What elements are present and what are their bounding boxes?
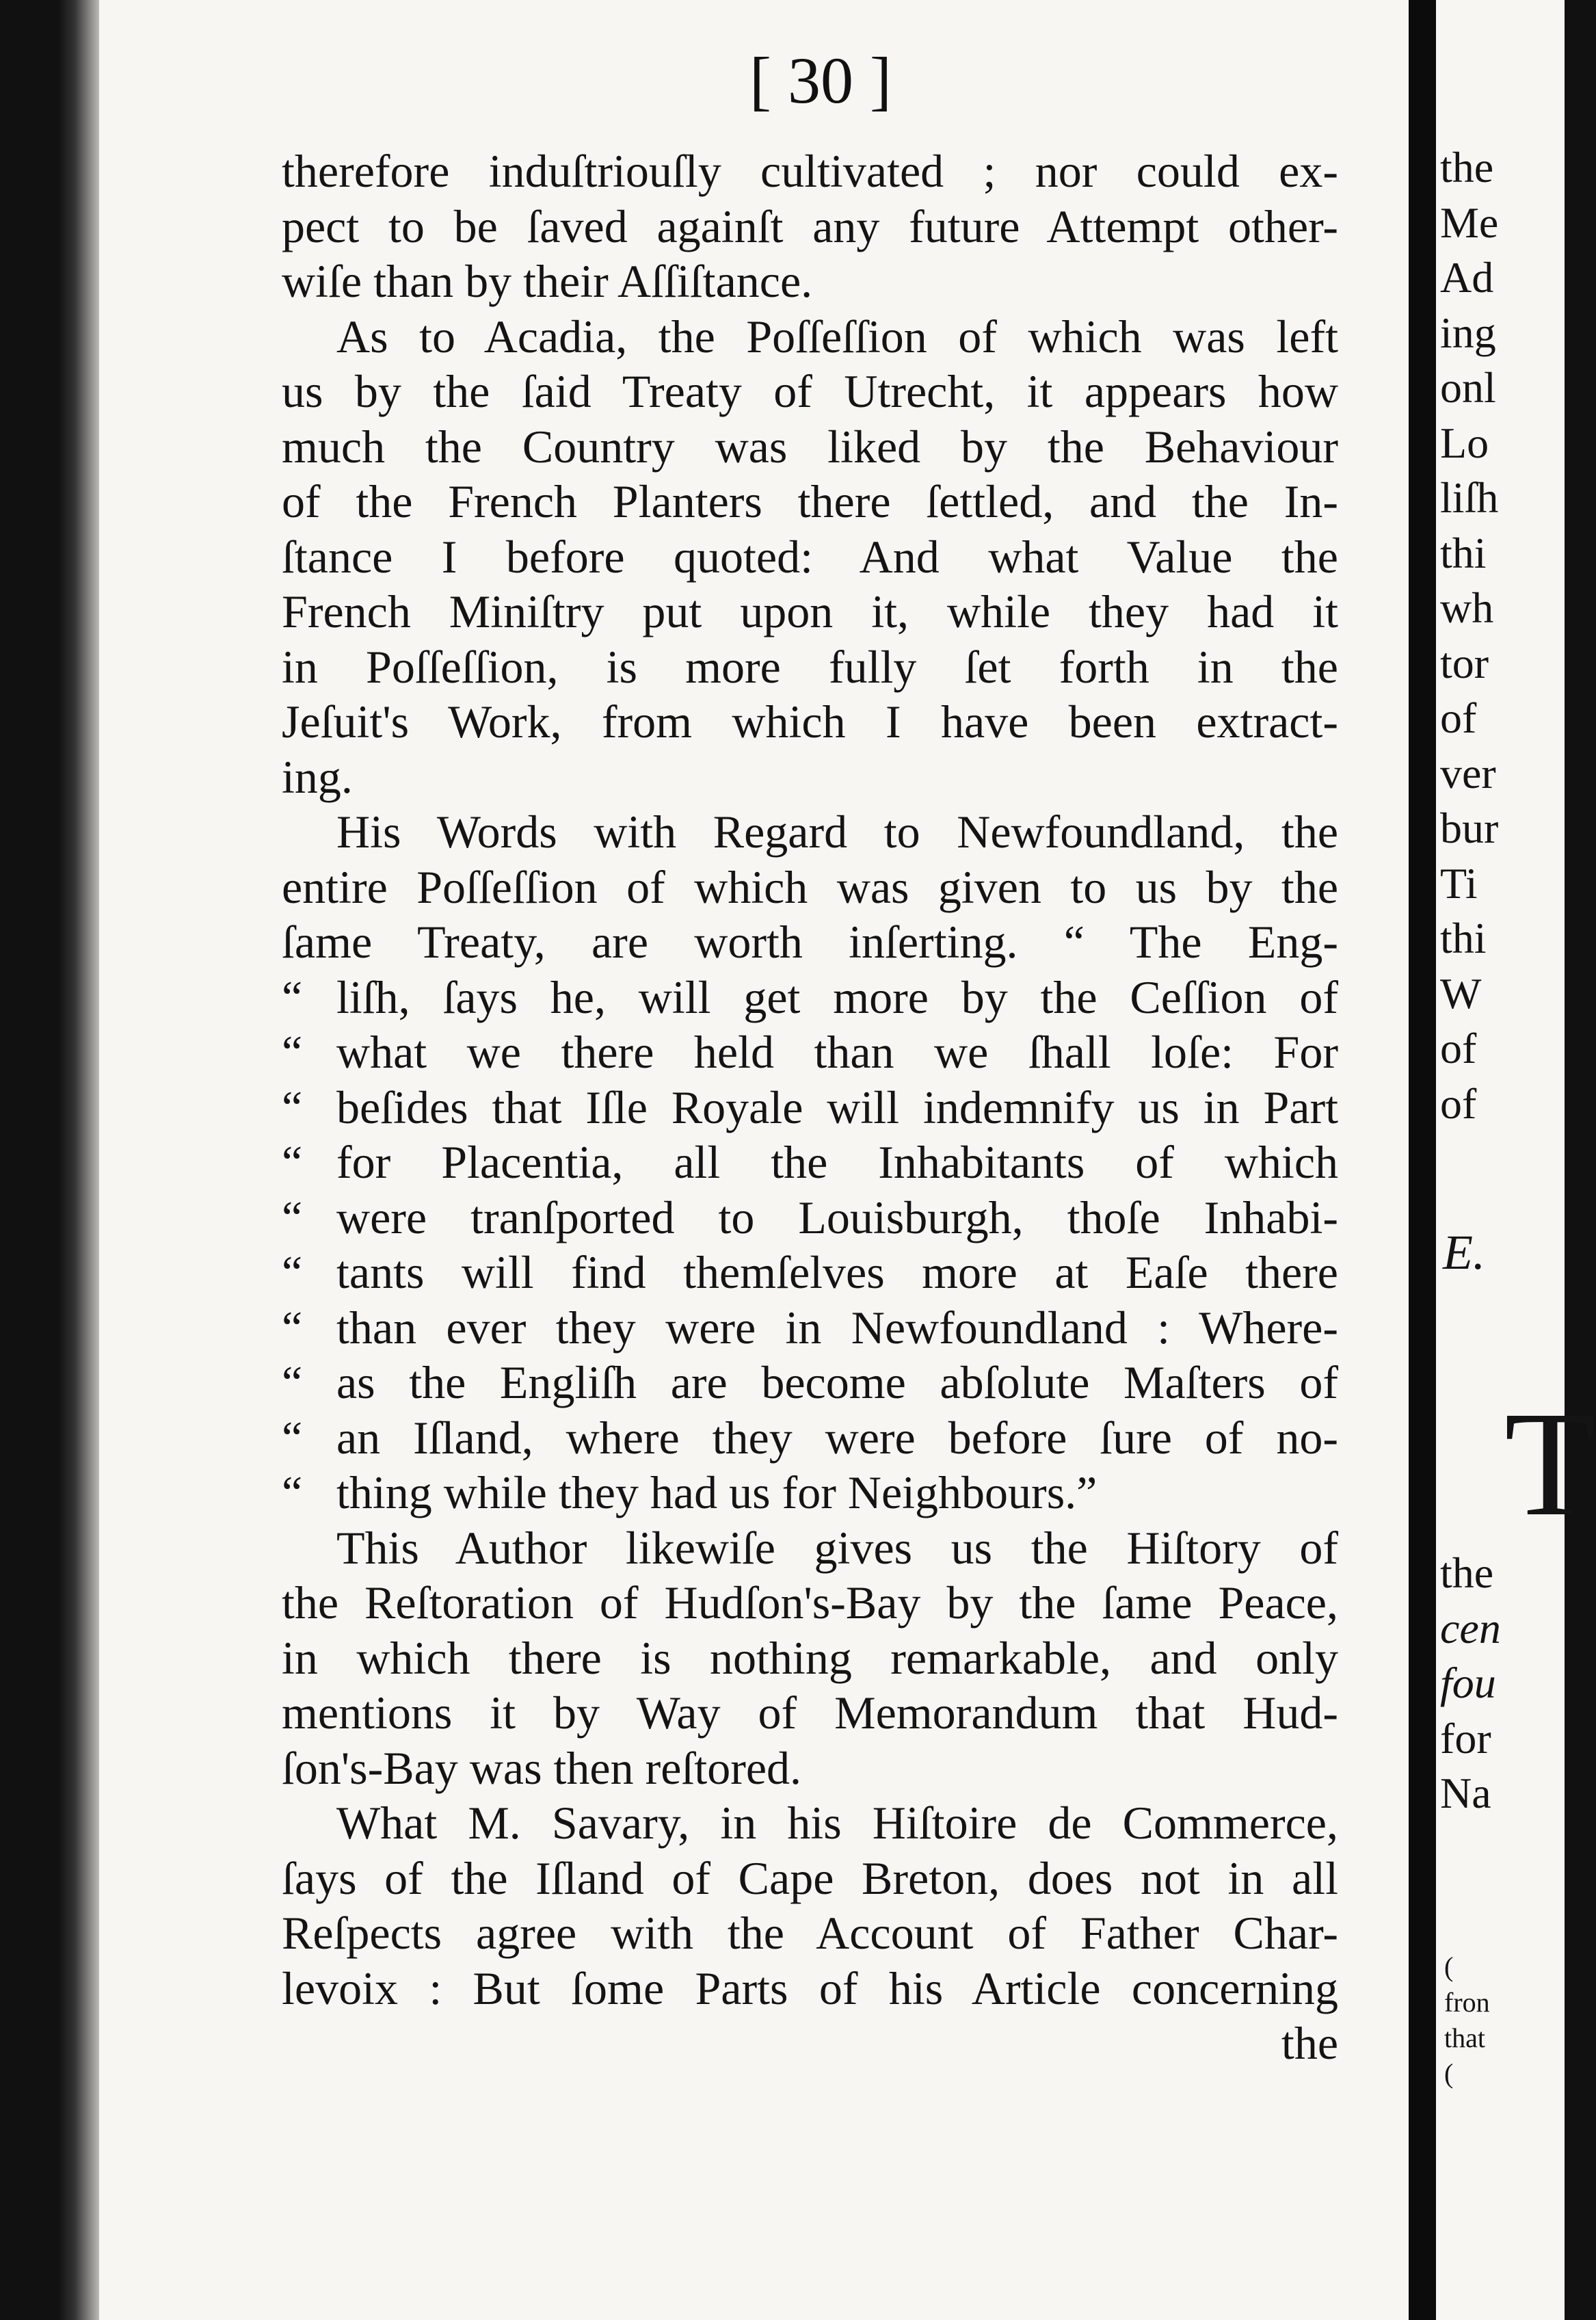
quote-line <box>282 1135 1338 1190</box>
fragment: ( <box>1444 2058 1454 2089</box>
quote-line <box>282 970 1338 1025</box>
fragment: for <box>1440 1713 1491 1763</box>
fragment: the <box>1440 143 1494 192</box>
quote-text: than ever they were in Newfoundland : Where- <box>336 1301 1338 1354</box>
quote-line <box>282 1080 1338 1135</box>
text-line: ſame Treaty, are worth inſerting. “ The Eng- <box>282 916 1338 968</box>
text-line: ſon's-Bay was then reſtored. <box>282 1741 802 1794</box>
quote-line <box>282 1300 1338 1356</box>
text-line: much the Country was liked by the Behaviour <box>282 420 1338 473</box>
text-line: entire Poſſeſſion of which was given to us by the <box>282 860 1338 913</box>
facing-page-fragments-mid <box>1440 1546 1501 1821</box>
fragment: thi <box>1440 528 1487 577</box>
text-line: in Poſſeſſion, is more fully ſet forth in the <box>282 640 1338 693</box>
quote-line <box>282 1190 1338 1245</box>
quote-mark: “ <box>282 1411 303 1464</box>
text-line: This Author likewiſe gives us the Hiſtory of <box>336 1521 1338 1574</box>
fragment: Na <box>1440 1769 1491 1817</box>
text-line: therefore induſtriouſly cultivated ; nor could ex- <box>282 145 1338 197</box>
quote-line <box>282 1410 1338 1466</box>
quote-text: beſides that Iſle Royale will indemnify us in Part <box>336 1081 1338 1133</box>
text-line: mentions it by Way of Memorandum that Hud- <box>282 1687 1338 1739</box>
quote-text: an Iſland, where they were before ſure of no- <box>336 1411 1338 1464</box>
text-line: French Miniſtry put upon it, while they had it <box>282 585 1338 637</box>
text-line: levoix : But ſome Parts of his Article concerning <box>282 1962 1338 2014</box>
text-line: ſtance I before quoted: And what Value the <box>282 530 1338 583</box>
facing-page-initial-fragment: T <box>1504 1380 1596 1547</box>
quote-mark: “ <box>282 971 303 1023</box>
fragment: ing <box>1440 308 1496 357</box>
text-line: in which there is nothing remarkable, and only <box>282 1631 1338 1684</box>
text-line: What M. Savary, in his Hiſtoire de Commerce, <box>336 1797 1338 1849</box>
fragment: Ti <box>1440 858 1478 908</box>
text-line: of the French Planters there ſettled, and the In- <box>282 475 1338 527</box>
fragment: ver <box>1440 748 1496 798</box>
fragment: bur <box>1440 804 1499 852</box>
facing-page-footnote-fragments <box>1444 1949 1490 2092</box>
text-line: Jeſuit's Work, from which I have been extract- <box>282 696 1338 748</box>
quote-text: tants will find themſelves more at Eaſe there <box>336 1246 1338 1298</box>
quote-line <box>282 1465 1338 1520</box>
text-line: His Words with Regard to Newfoundland, the <box>336 806 1338 858</box>
fragment: liſh <box>1440 473 1499 522</box>
fragment: of <box>1440 1024 1477 1072</box>
book-gutter <box>1409 0 1436 2320</box>
quote-mark: “ <box>282 1466 303 1518</box>
facing-page-heading-fragment: E. <box>1443 1225 1485 1280</box>
fragment: Me <box>1440 198 1499 247</box>
quote-mark: “ <box>282 1081 303 1133</box>
quote-mark: “ <box>282 1136 303 1188</box>
quote-mark: “ <box>282 1301 303 1354</box>
fragment: Lo <box>1440 418 1489 467</box>
quote-text: were tranſported to Louisburgh, thoſe Inhabi- <box>336 1191 1338 1243</box>
fragment: cen <box>1440 1603 1501 1652</box>
fragment: ( <box>1444 1951 1454 1982</box>
binding-shadow <box>58 0 99 2320</box>
text-line: the Reſtoration of Hudſon's-Bay by the ſame Peace, <box>282 1577 1338 1629</box>
quote-text: thing while they had us for Neighbours.” <box>336 1466 1098 1518</box>
fragment: fron <box>1444 1987 1490 2018</box>
body-text <box>282 144 1338 2071</box>
fragment: of <box>1440 1079 1477 1128</box>
fragment: W <box>1440 968 1482 1018</box>
fragment: of <box>1440 694 1477 742</box>
fragment: that <box>1444 2022 1485 2053</box>
quote-text: as the Engliſh are become abſolute Maſters of <box>336 1356 1338 1408</box>
text-line: Reſpects agree with the Account of Father Char- <box>282 1907 1338 1959</box>
fragment: the <box>1440 1548 1494 1597</box>
fragment: thi <box>1440 914 1487 962</box>
quote-mark: “ <box>282 1356 303 1408</box>
text-line: ſays of the Iſland of Cape Breton, does not in all <box>282 1851 1338 1904</box>
facing-page-fragments-top <box>1440 140 1498 1131</box>
fragment: fou <box>1440 1659 1496 1707</box>
text-line: us by the ſaid Treaty of Utrecht, it appears how <box>282 365 1338 417</box>
text-line: wiſe than by their Aſſiſtance. <box>282 255 813 307</box>
fragment: Ad <box>1440 253 1494 302</box>
quote-line <box>282 1025 1338 1080</box>
quote-line <box>282 1355 1338 1410</box>
quote-mark: “ <box>282 1026 303 1078</box>
quote-text: what we there held than we ſhall loſe: For <box>336 1026 1338 1078</box>
text-line: ing. <box>282 750 353 803</box>
quote-mark: “ <box>282 1191 303 1243</box>
catchword: the <box>1281 2017 1338 2069</box>
text-line: As to Acadia, the Poſſeſſion of which was left <box>336 310 1338 362</box>
quote-line <box>282 1245 1338 1300</box>
quote-mark: “ <box>282 1246 303 1298</box>
quote-text: for Placentia, all the Inhabitants of which <box>336 1136 1338 1188</box>
page-number: [ 30 ] <box>749 44 892 117</box>
fragment: onl <box>1440 363 1496 412</box>
quote-text: liſh, ſays he, will get more by the Ceſſion of <box>336 971 1338 1023</box>
fragment: tor <box>1440 638 1489 687</box>
text-line: pect to be ſaved againſt any future Attempt other- <box>282 200 1338 252</box>
fragment: wh <box>1440 583 1494 632</box>
